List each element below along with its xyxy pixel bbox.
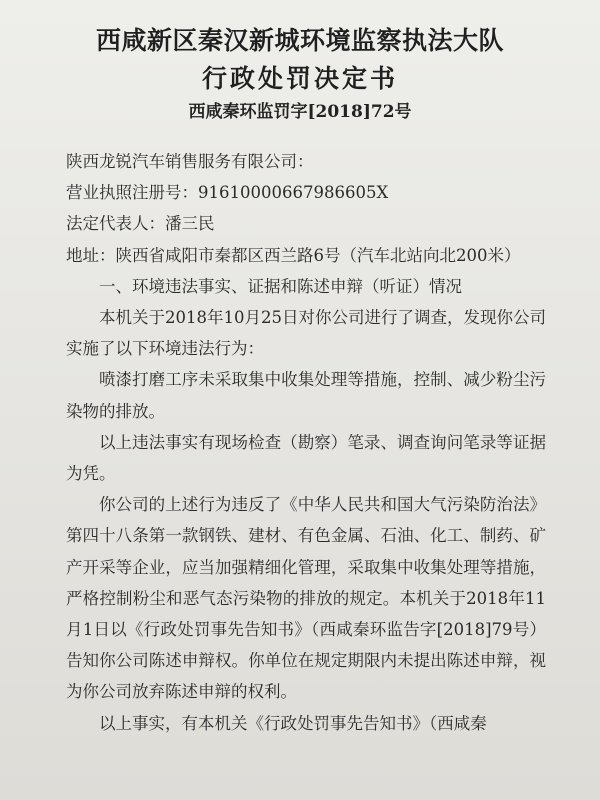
paragraph-conclusion: 以上事实，有本机关《行政处罚事先告知书》（西咸秦 xyxy=(99,713,487,733)
document-title-line2: 行政处罚决定书 xyxy=(201,64,398,93)
paragraph-evidence: 以上违法事实有现场检查（勘察）笔录、调查询问笔录等证据为凭。 xyxy=(66,432,546,484)
company-name: 陕西龙锐汽车销售服务有限公司： xyxy=(66,152,314,171)
legal-representative: 法定代表人：潘三民 xyxy=(66,214,215,234)
document-number: 西咸秦环监罚字[2018]72号 xyxy=(188,102,412,122)
section-heading-facts: 一、环境违法事实、证据和陈述申辩（听证）情况 xyxy=(99,276,462,296)
document-title-line1: 西咸新区秦汉新城环境监察执法大队 xyxy=(95,26,504,55)
address: 地址：陕西省咸阳市秦都区西兰路6号（汽车北站向北200米） xyxy=(66,245,521,265)
document-body xyxy=(66,146,546,739)
paragraph-violation: 喷漆打磨工序未采取集中收集处理等措施，控制、减少粉尘污染物的排放。 xyxy=(66,370,546,421)
paragraph-investigation: 本机关于2018年10月25日对你公司进行了调查，发现你公司实施了以下环境违法行为： xyxy=(66,308,546,359)
license-number: 营业执照注册号：91610000667986605X xyxy=(66,183,389,203)
paragraph-legal-basis: 你公司的上述行为违反了《中华人民共和国大气污染防治法》第四十八条第一款钢铁、建材、有色金属、石油、化工、制药、矿产开采等企业，应当加强精细化管理，采取集中收集处理等措施，严格控制粉尘和恶气态污染物的排放的规定。本机关于2018年11月1日以《行政处罚事先告知书》（西咸秦环监告字[2018]79号）告知你公司陈述申辩权。你单位在规定期限内未提出陈述申辩，视为你公司放弃陈述申辩的权利。 xyxy=(66,495,546,702)
